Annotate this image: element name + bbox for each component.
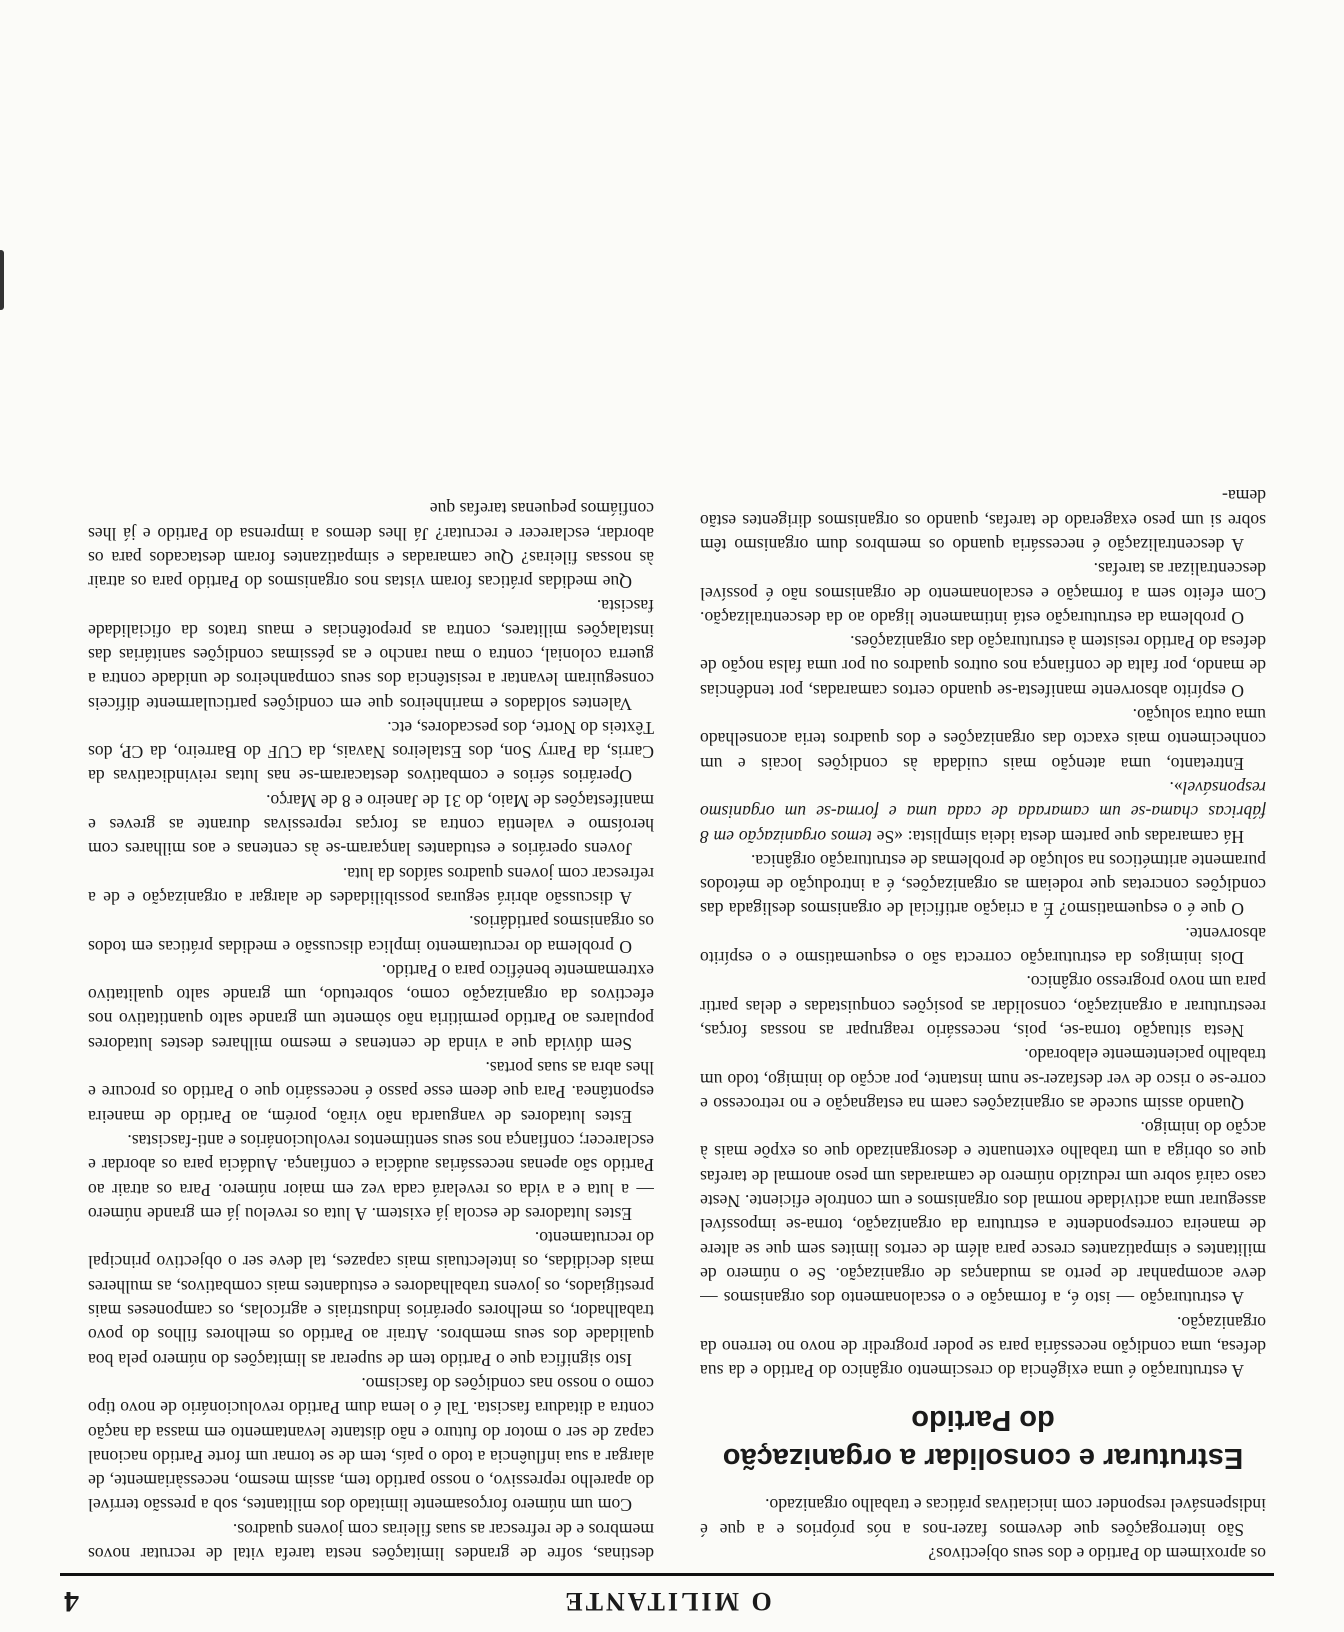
paragraph: A discussão abrirá seguras possibilidades de alargar a organização e de a refrescar com jovens quadros saídos da luta. (88, 863, 654, 908)
paragraph: Entretanto, uma atenção mais cuidada às condições locais e um conhecimento mais exacto das organizações e dos quadros teria aconselhado uma outra solução. (700, 705, 1266, 774)
paragraph: O que é o esquematismo? É a criação artificial de organismos desligada das condições concretas que rodeiam as organizações, é a introdução de métodos puramente aritméticos na solução de problemas de estruturação orgânica. (700, 850, 1266, 920)
paragraph: Quando assim sucede as organizações caem na estagnação e no retrocesso e corre-se o risco de ver desfazer-se num instante, por acção do inimigo, todo um trabalho pacientemente elaborado. (700, 1045, 1266, 1114)
running-head (60, 1578, 1274, 1618)
paragraph: Isto significa que o Partido tem de superar as limitações do número pela boa qualidade dos seus membros. Atrair ao Partido os melhores filhos do povo trabalhador, os melhores operários industriais e agrícolas, os camponeses mais prestigiados, os jovens trabalhadores e estudantes mais combativos, as mulheres mais decididas, os intelectuais mais capazes, tal deve ser o objectivo principal do recrutamento. (88, 1228, 654, 1370)
paragraph: A estruturação — isto é, a formação e o escalonamento dos organismos — deve acompanhar de perto as mudanças de organização. Se o número de militantes e simpatizantes cresce para além de certos limites sem que se altere de maneira correspondente a estrutura da organização, torna-se impossível assegurar uma actividade normal dos organismos e um controle eficiente. Neste caso cairá sobre um reduzido número de camaradas um peso anormal de tarefas que os obriga a um trabalho extenuante e desorganizado que os expõe mais à acção do inimigo. (700, 1118, 1266, 1309)
text-run: Há camaradas que partem desta ideia simplista: «Se (871, 826, 1244, 847)
section-title-line: do Partido (911, 1404, 1055, 1437)
paragraph: Estes lutadores de escola já existem. A luta os revelou já em grande número — a luta e a vida os revelará cada vez em maior número. Para os atrair ao Partido são apenas necessárias audácia e confiança. Audácia para os abordar e esclarecer; confiança nos seus sentimentos revolucionários e anti-fascistas. (88, 1130, 654, 1224)
paragraph: Operários sérios e combativos destacaram-se nas lutas reivindicativas da Carris, da Parry Son, dos Estaleiros Navais, da CUF do Barreiro, da CP, dos Têxteis do Norte, dos pescadores, etc. (88, 717, 654, 787)
section-title-line: Estruturar e consolidar a organização (722, 1442, 1244, 1475)
paragraph: Estes lutadores de vanguarda não virão, porém, ao Partido de maneira espontânea. Para que deem esse passo é necessário que o Partido os procure e lhes abra as suas portas. (88, 1058, 654, 1127)
paragraph: O espírito absorvente manifesta-se quando certos camaradas, por tendências de mando, por falta de confiança nos outros quadros ou por uma falsa noção de defesa do Partido resistem à estruturação das organizações. (700, 632, 1266, 701)
paragraph: Com um número forçosamente limitado dos militantes, sob a pressão terrível do aparelho repressivo, o nosso partido tem, assim mesmo, necessàriamente, de alargar a sua influência a todo o país, tem de se tornar um forte Partido nacional capaz de ser o motor do futuro e não distante levantamento em massa da nação contra a ditadura fascista. Tal é o lema dum Partido revolucionário de novo tipo como o nosso nas condições do fascismo. (88, 1373, 654, 1516)
paragraph: A descentralização é necessária quando os membros dum organismo têm sobre si um peso exagerado de tarefas, quando os organismos dirigentes estão dema- (700, 486, 1266, 556)
italic-quote: temos organização em 8 fábricas chama-se um camarada de cada uma e forma-se um organismo responsável (700, 777, 1266, 847)
publication-title: O MILITANTE (562, 1587, 772, 1616)
left-column (700, 34, 1266, 1566)
section-title (700, 1401, 1266, 1477)
paragraph: Que medidas práticas foram vistas nos organismos do Partido para os atrair às nossas fileiras? Que camaradas e simpatizantes foram destacados para os abordar, esclarecer e recrutar? Já lhes demos a imprensa do Partido e já lhes confiámos pequenas tarefas que (88, 499, 654, 593)
paragraph: Sem dúvida que a vinda de centenas e mesmo milhares destes lutadores populares ao Partido permitiria não sòmente um grande salto quantitativo nos efectivos da organização como, sobretudo, um grande salto qualitativo extremamente benéfico para o Partido. (88, 960, 654, 1054)
paragraph: destinas, sofre de grandes limitações nesta tarefa vital de recrutar novos membros e de refrescar as suas fileiras com jovens quadros. (88, 1519, 654, 1564)
paragraph: os aproximem do Partido e dos seus objectivos? (928, 1544, 1266, 1564)
paragraph (700, 776, 1266, 849)
scan-edge-mark (0, 250, 4, 310)
paragraph: A estruturação é uma exigência do crescimento orgânico do Partido e da sua defesa, uma condição necessária para se poder progredir de novo no terreno da organização. (700, 1312, 1266, 1382)
paragraph: O problema do recrutamento implica discussão e medidas práticas em todos os organismos partidários. (88, 912, 654, 957)
paragraph: O problema da estruturação está intimamente ligado ao da descentralização. Com efeito sem a formação e escalonamento de organismos não é possível descentralizar as tarefas. (700, 559, 1266, 628)
paragraph: Dois inimigos da estruturação correcta são o esquematismo e o espírito absorvente. (700, 923, 1266, 969)
text-run: ». (1169, 777, 1183, 798)
paragraph: Jovens operários e estudantes lançaram-se às centenas e aos milhares com heroísmo e valentia contra as forças repressivas durante as greves e manifestações de Maio, do 31 de Janeiro e 8 de Março. (88, 790, 654, 860)
paragraph: Nesta situação torna-se, pois, necessário reagrupar as nossas forças, reestruturar a organização, consolidar as posições conquistadas e delas partir para um novo progresso orgânico. (700, 972, 1266, 1041)
page-number: 4 (64, 1585, 79, 1618)
paragraph: São interrogações que devemos fazer-nos a nós próprios e a que é indispensável responder com iniciativas práticas e trabalho organizado. (700, 1495, 1266, 1540)
paragraph: Valentes soldados e marinheiros que em condições particularmente difíceis conseguiram levantar a resistência dos seus companheiros de unidade contra a guerra colonial, contra o mau rancho e as péssimas condições sanitárias das instalações militares, contra as prepotências e maus tratos da oficialidade fascista. (88, 596, 654, 714)
right-column (88, 34, 654, 1566)
header-rule (60, 1573, 1274, 1576)
